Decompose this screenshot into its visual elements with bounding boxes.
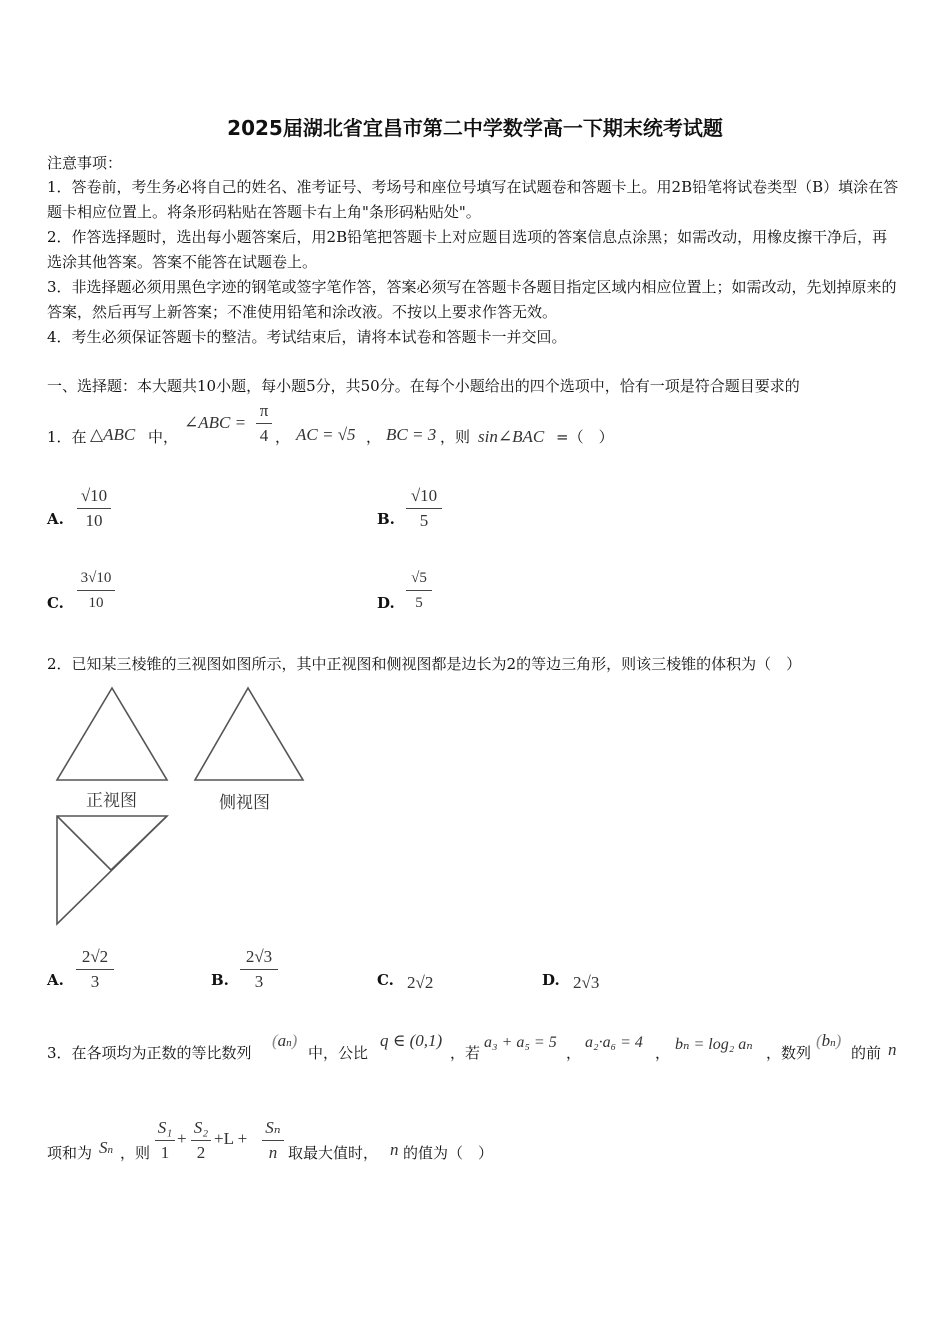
q3-n-2: n (390, 1140, 399, 1159)
q3-sum-symbol: Sn (99, 1138, 113, 1157)
q1-sin: sin∠BAC (478, 427, 545, 446)
q3-n: n (888, 1040, 897, 1059)
q2-option-a[interactable]: 2√2 3 (76, 947, 114, 992)
q3-fraction-3: Sₙ n (262, 1118, 284, 1163)
q2-option-c[interactable]: 2√2 (407, 973, 434, 992)
q2-option-c-label[interactable]: C. (377, 971, 394, 989)
q2-option-d[interactable]: 2√3 (573, 973, 600, 992)
q3-text-4: ， (566, 1044, 582, 1062)
side-view-label: 侧视图 (219, 793, 270, 813)
q1-triangle: △ABC (90, 425, 136, 444)
q3-text-7: 的前 (851, 1044, 882, 1062)
top-view-inner-line-1 (57, 816, 111, 870)
q2-option-a-label[interactable]: A. (47, 971, 64, 989)
notice-heading: 注意事项： (47, 154, 123, 172)
q1-option-d[interactable]: √5 5 (406, 568, 432, 613)
top-view-inner-line-2 (111, 816, 167, 870)
q1-option-a[interactable]: √10 10 (77, 486, 111, 531)
page-title: 2025届湖北省宜昌市第二中学数学高一下期末统考试题 (227, 116, 723, 140)
q1-option-a-label[interactable]: A. (47, 510, 64, 528)
q3-plus-1: + (177, 1129, 187, 1148)
q1-option-b[interactable]: √10 5 (406, 486, 442, 531)
q3-text-2: 中，公比 (308, 1044, 369, 1062)
q3-text-1: 3．在各项均为正数的等比数列 (47, 1044, 252, 1062)
q2-option-b-label[interactable]: B. (211, 971, 229, 989)
q1-angle-den: 4 (259, 426, 269, 445)
q1-angle-lhs: ∠ABC = (184, 413, 247, 432)
q3-text-10: 取最大值时， (288, 1144, 379, 1162)
q3-fraction-2: S₂ 2 (191, 1118, 211, 1163)
q1-option-c-label[interactable]: C. (47, 594, 64, 612)
q1-then: ，则 (440, 428, 471, 446)
notice-item-2: 2．作答选择题时，选出每小题答案后，用2B铅笔把答题卡上对应题目选项的答案信息点涂黑；如需改动，用橡皮擦干净后，再选涂其他答案。答案不能答在试题卷上。 (47, 228, 888, 271)
q1-comma-1: ， (275, 428, 291, 446)
q1-comma-2: ， (366, 428, 382, 446)
q3-eq-1: a₃ + a₅ = 5 (484, 1034, 557, 1051)
front-view-label: 正视图 (86, 791, 137, 811)
q1-option-d-label[interactable]: D. (377, 594, 395, 612)
q2-text: 2．已知某三棱锥的三视图如图所示，其中正视图和侧视图都是边长为2的等边三角形，则该三棱锥的体积为（ ） (47, 655, 802, 673)
q1-text: 中， (148, 428, 179, 446)
q1-angle-fraction (256, 401, 272, 446)
q3-text-3: ，若 (450, 1044, 481, 1062)
section-heading: 一、选择题：本大题共10小题，每小题5分，共50分。在每个小题给出的四个选项中，恰有一项是符合题目要求的 (47, 377, 800, 395)
notice-item-3: 3．非选择题必须用黑色字迹的钢笔或签字笔作答，答案必须写在答题卡各题目指定区域内相应位置上；如需改动，先划掉原来的答案，然后再写上新答案；不准使用铅笔和涂改液。不按以上要求作答无效。 (47, 278, 897, 321)
q3-text-9: ，则 (120, 1144, 151, 1162)
q3-text-6: ，数列 (766, 1044, 812, 1062)
q3-text-8: 项和为 (47, 1144, 93, 1162)
q3-eq-3: bₙ = log₂ aₙ (675, 1036, 753, 1053)
q3-seq-b: (bn) (816, 1031, 842, 1050)
front-view-triangle (57, 688, 167, 780)
notice-item-1: 1．答卷前，考生务必将自己的姓名、准考证号、考场号和座位号填写在试题卷和答题卡上。用2B铅笔将试卷类型（B）填涂在答题卡相应位置上。将条形码粘贴在答题卡右上角"条形码粘贴处"。 (47, 178, 899, 221)
q1-number: 1．在 (47, 428, 87, 446)
notice-item-4: 4．考生必须保证答题卡的整洁。考试结束后，请将本试卷和答题卡一并交回。 (47, 328, 567, 346)
q3-ratio: q ∈ (0,1) (380, 1031, 443, 1050)
q2-option-d-label[interactable]: D. (542, 971, 560, 989)
q3-eq-2: a₂·a₆ = 4 (585, 1034, 643, 1051)
q3-fraction-1: S₁ 1 (155, 1118, 175, 1163)
q1-ac: AC = √5 (296, 425, 356, 444)
q3-text-11: 的值为（ ） (403, 1144, 494, 1162)
q3-seq-a: (an) (272, 1031, 298, 1050)
q1-option-c[interactable]: 3√10 10 (77, 568, 115, 613)
q2-option-b[interactable]: 2√3 3 (240, 947, 278, 992)
q1-option-b-label[interactable]: B. (377, 510, 395, 528)
q1-angle-num: π (259, 401, 269, 420)
q1-tail: =（ ） (556, 428, 614, 446)
side-view-triangle (195, 688, 303, 780)
q3-text-5: ， (655, 1044, 671, 1062)
q1-bc: BC = 3 (386, 425, 437, 444)
q3-dots: +L + (214, 1129, 248, 1148)
